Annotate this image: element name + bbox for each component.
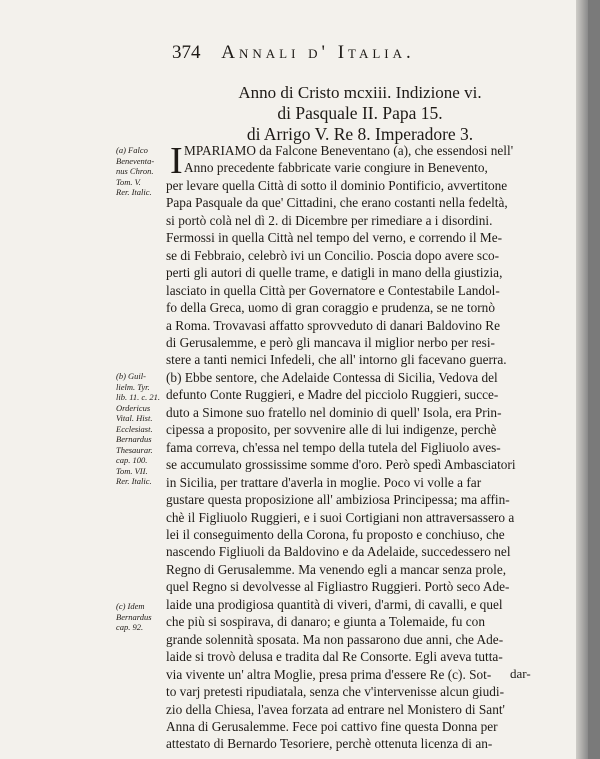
heading-line-year: Anno di Cristo mcxiii. Indizione vi. — [238, 83, 482, 102]
margin-note-line: (a) Falco — [116, 145, 148, 155]
text-line: perti gli autori di quelle trame, e datigli in mano della giustizia, — [166, 265, 503, 281]
margin-note-line: Beneventa- — [116, 155, 155, 166]
margin-note-line: lielm. Tyr. — [116, 381, 150, 392]
margin-note-line: Vital. Hist. — [116, 413, 153, 423]
text-line: Anno precedente fabbricate varie congiure in Benevento, — [184, 160, 488, 176]
text-line: se accumulato grossissime somme d'oro. Però spedì Ambasciatori — [166, 457, 516, 473]
year-heading — [180, 82, 540, 145]
catchword: dar- — [510, 666, 531, 681]
text-line: si portò colà nel dì 2. di Dicembre per rimediare a i disordini. — [166, 212, 493, 228]
text-line: duto a Simone suo fratello nel dominio di quell' Isola, era Prin- — [166, 404, 502, 420]
text-line: se di Febbraio, celebrò ivi un Concilio. Poscia dopo avere sco- — [166, 247, 500, 263]
text-line: fo della Greca, uomo di gran coraggio e prudenza, se ne tornò — [166, 300, 495, 316]
heading-line-emperor: di Arrigo V. Re 8. Imperadore 3. — [246, 124, 474, 144]
text-line: di Gerusalemme, e però gli mancava il miglior nerbo per resi- — [166, 334, 495, 350]
running-head — [172, 42, 502, 64]
text-line: quel Regno si devolvesse al Figliastro Ruggieri. Portò seco Ade- — [166, 579, 510, 595]
text-line: Papa Pasquale da que' Cittadini, che erano costanti nella fedeltà, — [166, 195, 508, 211]
margin-note-line: Tom. VII. — [116, 465, 148, 476]
margin-note-line: Bernardus — [116, 434, 152, 444]
margin-note-line: cap. 92. — [116, 622, 144, 632]
running-title: Annali d' Italia. — [221, 42, 415, 63]
page-edge-shadow — [576, 0, 588, 759]
text-line: lasciato in quella Città per Governatore e Contestabile Landol- — [166, 282, 500, 298]
margin-note-line: lib. 11. c. 21. — [116, 392, 160, 402]
text-line: Fermossi in quella Città nel tempo del verno, e correndo il Me- — [166, 230, 503, 246]
body-text — [166, 142, 566, 753]
text-line: grande solennità sposata. Ma non passarono due anni, che Ade- — [166, 631, 504, 647]
text-line: via vivente un' altra Moglie, presa prima d'essere Re (c). Sot- — [166, 666, 492, 682]
page-number: 374 — [172, 42, 201, 63]
text-line: gustare questa proposizione all' ambiziosa Principessa; ma affin- — [166, 492, 510, 508]
margin-note-line: (b) Guil- — [116, 371, 146, 381]
margin-note-line: nus Chron. — [116, 166, 154, 176]
text-line: Regno di Gerusalemme. Ma venendo egli a mancar senza prole, — [166, 561, 507, 577]
margin-note-line: Bernardus — [116, 611, 152, 622]
text-line: zio della Chiesa, l'avea forzata ad entrare nel Monistero di Sant' — [166, 701, 505, 717]
text-line: in Sicilia, per trattare d'averla in moglie. Poco vi volle a far — [166, 474, 482, 490]
text-line: cipessa a proposito, per sovvenire alle di lui indigenze, perchè — [166, 422, 497, 438]
margin-note-line: Tom. V. — [116, 176, 141, 187]
margin-note-line: Thesaurar. — [116, 444, 153, 455]
margin-note-line: Ordericus — [116, 402, 151, 413]
margin-note-line: Ecclesiast. — [116, 423, 153, 434]
text-line: fama correva, ch'essa nel tempo della tutela del Figliuolo aves- — [166, 439, 501, 455]
margin-note-line: (c) Idem — [116, 601, 145, 611]
text-line: defunto Conte Ruggieri, e Madre del picciolo Ruggieri, succe- — [166, 387, 499, 403]
text-line: laide si trovò delusa e tradita dal Re Consorte. Egli aveva tutta- — [166, 649, 503, 665]
text-line: MPARIAMO da Falcone Beneventano (a), che essendosi nell' — [184, 143, 514, 158]
text-line: per levare quella Città di sotto il dominio Pontificio, avvertitone — [166, 177, 508, 193]
margin-note-line: cap. 100. — [116, 455, 148, 465]
text-line: nascendo Figliuoli da Baldovino e da Adelaide, succedessero nel — [166, 544, 511, 560]
text-line: chè il Figliuolo Ruggieri, e i suoi Cortigiani non attraversassero a — [166, 509, 515, 525]
margin-note-line: Rer. Italic. — [116, 476, 152, 486]
text-line: stere a tanti nemici Infedeli, che all' intorno gli facevano guerra. — [166, 352, 507, 368]
text-line: lei il conseguimento della Corona, fu proposto e conchiuso, che — [166, 526, 505, 542]
text-line: to varj pretesti ripudiatala, senza che v'intervenisse alcun giudi- — [166, 684, 505, 700]
heading-line-pope: di Pasquale II. Papa 15. — [277, 103, 443, 123]
text-line: attestato di Bernardo Tesoriere, perchè ottenuta licenza di an- — [166, 736, 493, 752]
text-line: laide una prodigiosa quantità di viveri, d'armi, di cavalli, e quel — [166, 596, 503, 612]
margin-note-line: Rer. Italic. — [116, 187, 152, 197]
text-line: che più si sospirava, di danaro; e giunta a Tolemaide, fu con — [166, 614, 485, 630]
text-line: a Roma. Trovavasi affatto sprovveduto di danari Baldovino Re — [166, 317, 500, 333]
text-line: Anna di Gerusalemme. Fece poi cattivo fine questa Donna per — [166, 718, 498, 734]
text-line: (b) Ebbe sentore, che Adelaide Contessa di Sicilia, Vedova del — [166, 369, 498, 385]
drop-cap-initial: I — [170, 140, 183, 182]
